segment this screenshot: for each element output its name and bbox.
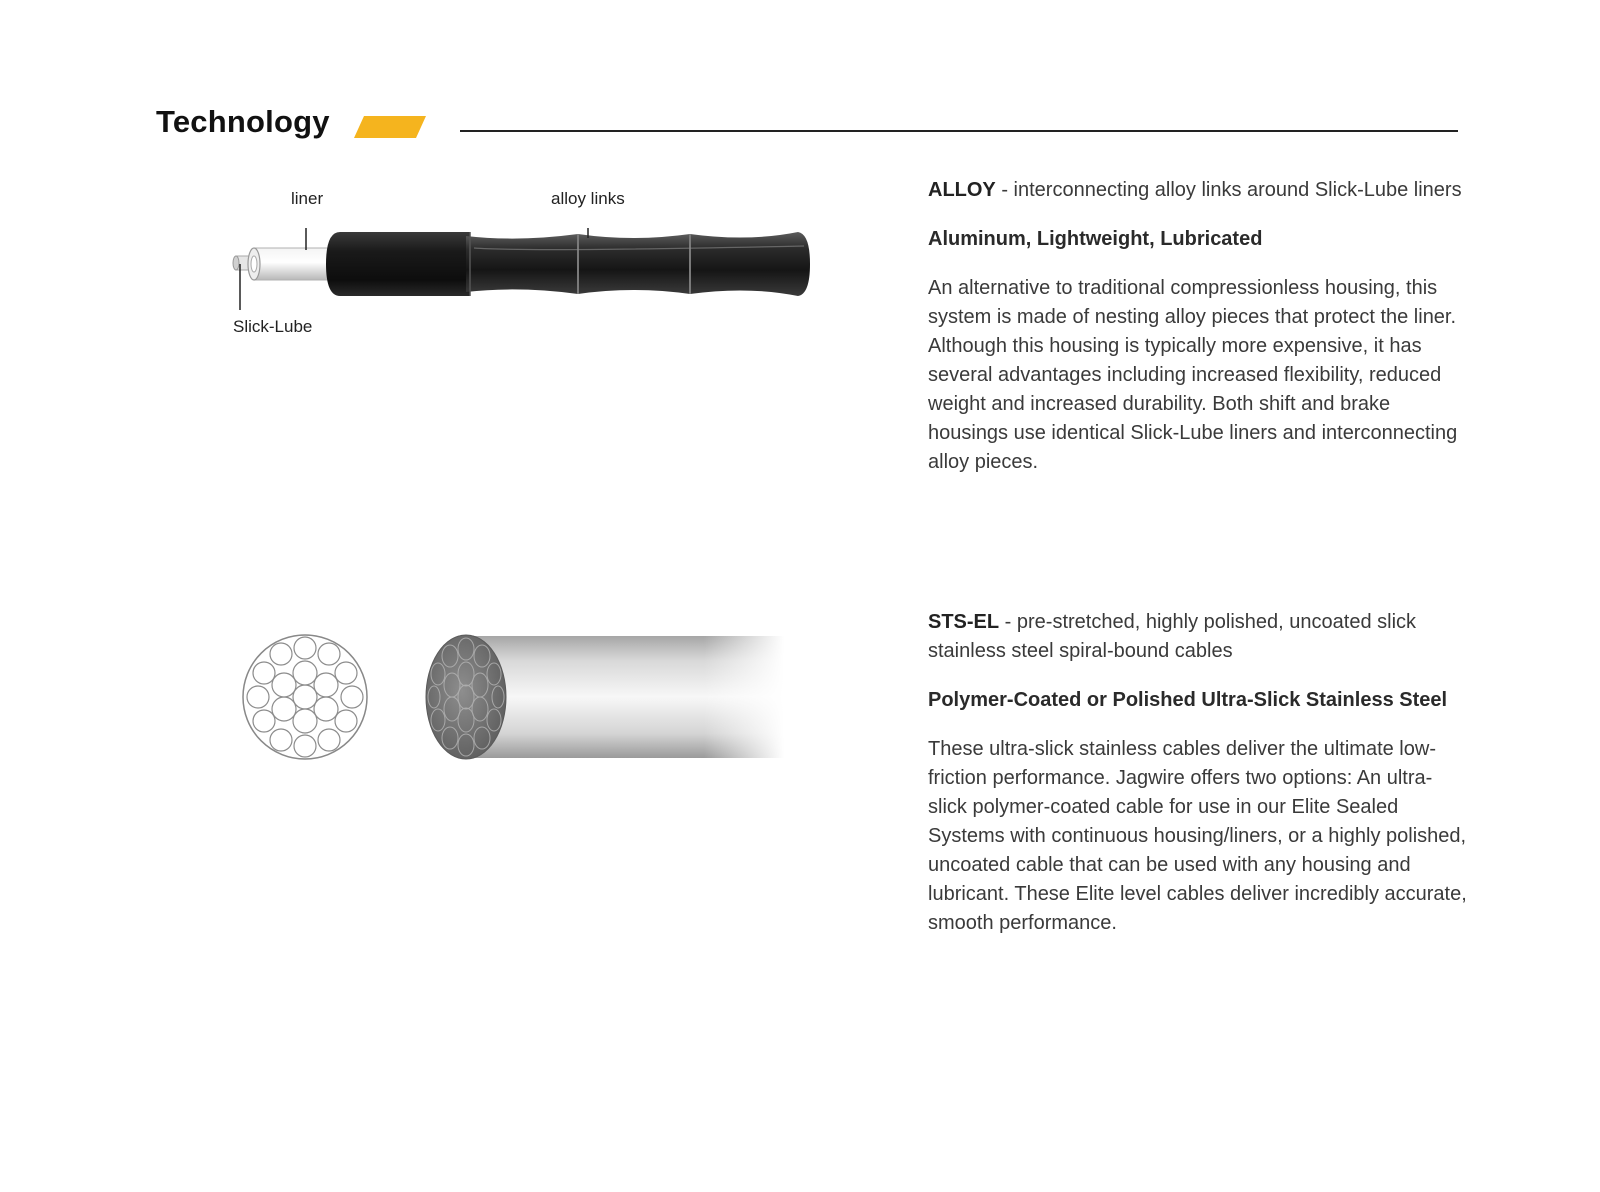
alloy-links-label: alloy links xyxy=(551,189,625,208)
sts-term-desc: - pre-stretched, highly polished, uncoated slick stainless steel spiral-bound cables xyxy=(928,611,1417,662)
alloy-description xyxy=(928,176,1468,477)
accent-bar xyxy=(354,116,426,138)
section-title: Technology xyxy=(156,104,330,139)
sts-term: STS-EL xyxy=(928,611,1000,633)
alloy-subheading: Aluminum, Lightweight, Lubricated xyxy=(928,228,1263,250)
header-divider xyxy=(460,130,1458,132)
slick-lube-label: Slick-Lube xyxy=(233,317,313,336)
sts-body: These ultra-slick stainless cables deliver the ultimate low-friction performance. Jagwire offers two options: An ultra-slick polymer-coated cable for use in our Elite Sealed Systems with continuous housing/liners, or a highly polished, uncoated cable that can be used with any housing and lubricant. These Elite level cables deliver incredibly accurate, smooth performance. xyxy=(928,738,1467,934)
alloy-body: An alternative to traditional compressionless housing, this system is made of nesting alloy pieces that protect the liner. Although this housing is typically more expensive, it has several advantages including increased flexibility, reduced weight and increased durability. Both shift and brake housings use identical Slick-Lube liners and interconnecting alloy pieces. xyxy=(928,277,1458,473)
liner-label: liner xyxy=(291,189,324,208)
alloy-term: ALLOY xyxy=(928,179,996,201)
cable-cross-section-icon xyxy=(240,632,370,762)
alloy-housing-illustration xyxy=(228,228,828,318)
sts-subheading: Polymer-Coated or Polished Ultra-Slick Stainless Steel xyxy=(928,689,1448,711)
sts-lead xyxy=(928,608,1468,666)
sts-description xyxy=(928,608,1468,938)
cable-side-view-illustration xyxy=(424,632,784,762)
alloy-lead xyxy=(928,176,1468,205)
alloy-term-desc: - interconnecting alloy links around Slick-Lube liners xyxy=(995,179,1462,201)
